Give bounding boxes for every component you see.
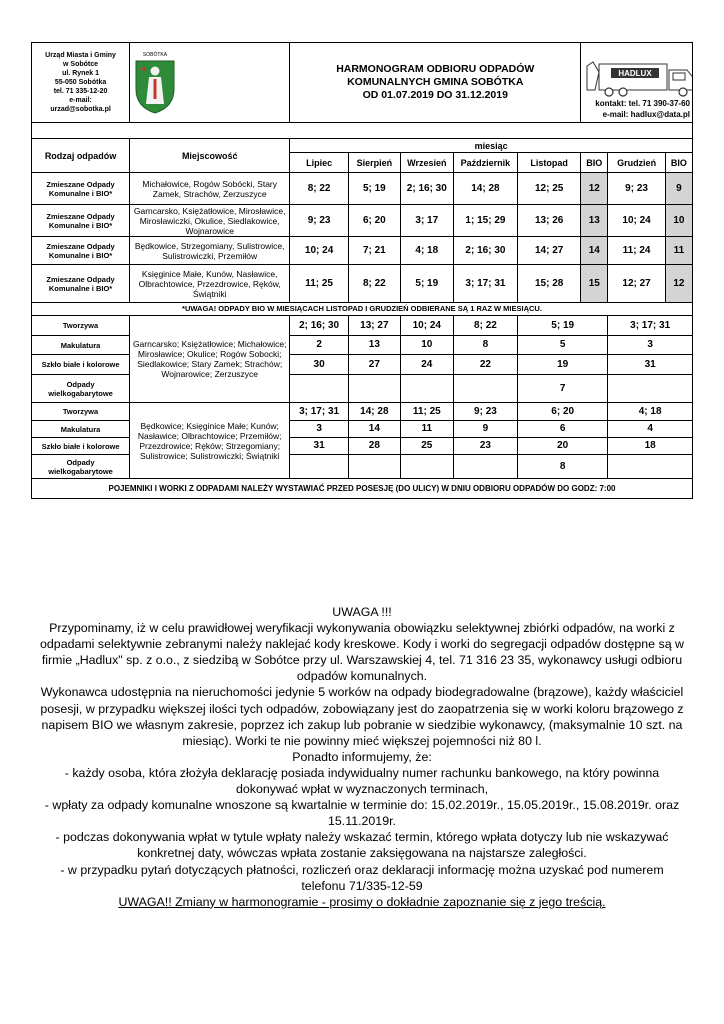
- bio-cell: 10: [665, 205, 692, 237]
- waste-type: Zmieszane Odpady Komunalne i BIO*: [32, 237, 130, 265]
- date-cell: 5; 19: [400, 265, 453, 303]
- date-cell: 13: [348, 336, 400, 355]
- svg-text:SOBÓTKA: SOBÓTKA: [143, 51, 168, 58]
- waste-type: Zmieszane Odpady Komunalne i BIO*: [32, 205, 130, 237]
- date-cell: 8: [453, 336, 517, 355]
- notice-paragraph: - każdy osoba, która złożyła deklarację posiada indywidualny numer rachunku bankowego, na który powinna dokonywać wpłat w wyznaczonych terminach,: [64, 765, 660, 797]
- place-list: Garncarsko; Księżatłowice; Michałowice; Mirosławice; Okulice; Rogów Sobocki; Siedlakowice; Stary Zamek; Strachów; Wojnarowice; Zerzuszyce: [130, 316, 290, 403]
- place-list: Garncarsko, Księżatłowice, Mirosławice, Mirosławiczki, Okulice, Siedlakowice, Wojnarowice: [130, 205, 290, 237]
- date-cell: [348, 455, 400, 479]
- date-cell: 31: [290, 438, 349, 455]
- date-cell: 23: [453, 438, 517, 455]
- spacer-row: [32, 123, 693, 139]
- date-cell: 11; 24: [608, 237, 666, 265]
- date-cell: [453, 375, 517, 403]
- waste-type: Makulatura: [32, 336, 130, 355]
- table-row: [32, 403, 693, 421]
- date-cell: 9: [453, 421, 517, 438]
- date-cell: 5; 19: [518, 316, 608, 336]
- date-cell: 1; 15; 29: [453, 205, 517, 237]
- bio-cell: 14: [581, 237, 608, 265]
- date-cell: [400, 375, 453, 403]
- date-cell: 22: [453, 355, 517, 375]
- date-cell: 13; 26: [518, 205, 581, 237]
- table-row: [32, 173, 693, 205]
- date-cell: 20: [518, 438, 608, 455]
- date-cell: 2; 16; 30: [453, 237, 517, 265]
- month-header-bio: BIO: [581, 153, 608, 173]
- date-cell: 7; 21: [348, 237, 400, 265]
- date-cell: [608, 455, 693, 479]
- svg-text:HADLUX: HADLUX: [618, 69, 652, 78]
- date-cell: 14: [348, 421, 400, 438]
- bio-cell: 12: [581, 173, 608, 205]
- waste-type: Odpady wielkogabarytowe: [32, 375, 130, 403]
- date-cell: 3; 17; 31: [290, 403, 349, 421]
- table-row: [32, 265, 693, 303]
- notice-closing: UWAGA!! Zmiany w harmonogramie - prosimy o dokładnie zapoznanie się z jego treścią.: [118, 894, 606, 909]
- date-cell: 4; 18: [608, 403, 693, 421]
- waste-type: Zmieszane Odpady Komunalne i BIO*: [32, 173, 130, 205]
- place-list: Będkowice, Strzegomiany, Sulistrowice, Sulistrowiczki, Przemiłów: [130, 237, 290, 265]
- month-header: Listopad: [518, 153, 581, 173]
- col-place: Miejscowość: [130, 139, 290, 173]
- contact-email: e-mail: hadlux@data.pl: [602, 110, 690, 119]
- month-header: Lipiec: [290, 153, 349, 173]
- place-list: Będkowice; Księginice Małe; Kunów; Nasławice; Olbrachtowice; Przemiłów; Przezdrowice; Ręków; Strzegomiany; Sulistrowice; Sulistrowiczki; Świątniki: [130, 403, 290, 479]
- date-cell: 4; 18: [400, 237, 453, 265]
- date-cell: 6: [518, 421, 608, 438]
- table-row: [32, 316, 693, 336]
- garbage-truck-icon: [583, 60, 692, 98]
- notice-section: [40, 604, 684, 910]
- date-cell: 31: [608, 355, 693, 375]
- table-row: [32, 205, 693, 237]
- date-cell: 11; 25: [290, 265, 349, 303]
- date-cell: 19: [518, 355, 608, 375]
- date-cell: 3; 17; 31: [453, 265, 517, 303]
- date-cell: 10: [400, 336, 453, 355]
- date-cell: 18: [608, 438, 693, 455]
- date-cell: 3; 17: [400, 205, 453, 237]
- notice-paragraph: Wykonawca udostępnia na nieruchomości jedynie 5 worków na odpady biodegradowalne (brązowe), każdy właściciel posesji, w przypadku większej ilości tych odpadów, zobowiązany jest do zaopatrzenia się w worki koloru brązowego z napisem BIO we własnym zakresie, poprzez ich zakup lub pobranie w siedzibie wykonawcy, (maksymalnie 10 szt. na miesiąc). Worki te nie powinny mieć większej pojemności niż 80 l.: [40, 685, 684, 748]
- date-cell: [453, 455, 517, 479]
- contact-cell: [581, 43, 693, 123]
- month-header: Grudzień: [608, 153, 666, 173]
- date-cell: [608, 375, 693, 403]
- notice-paragraph: Przypominamy, iż w celu prawidłowej weryfikacji wykonywania obowiązku selektywnej zbiórki odpadów, na worki z odpadami selektywnie zebranymi należy naklejać kody kreskowe. Kody i worki do segregacji odpadów dostępne są w firmie „Hadlux" sp. z o.o., z siedzibą w Sobótce przy ul. Warszawskiej 4, tel. 71 316 23 35, wykonawcy usługi odbioru odpadów komunalnych.: [40, 621, 684, 684]
- month-header-bio: BIO: [665, 153, 692, 173]
- waste-type: Szkło białe i kolorowe: [32, 355, 130, 375]
- date-cell: 8; 22: [453, 316, 517, 336]
- notice-paragraph: - podczas dokonywania wpłat w tytule wpłaty należy wskazać termin, którego wpłata dotyczy lub nie wskazywać konkretnej daty, wówczas wpłata zostanie zaksięgowana na najstarsze zaległości.: [55, 830, 669, 861]
- date-cell: 12; 27: [608, 265, 666, 303]
- schedule-table: [31, 42, 693, 499]
- date-cell: 12; 25: [518, 173, 581, 205]
- month-header: Październik: [453, 153, 517, 173]
- month-header: Wrzesień: [400, 153, 453, 173]
- date-cell: 13; 27: [348, 316, 400, 336]
- place-list: Michałowice, Rogów Sobócki, Stary Zamek, Strachów, Żerzuszyce: [130, 173, 290, 205]
- date-cell: 30: [290, 355, 349, 375]
- date-cell: 8; 22: [290, 173, 349, 205]
- waste-type: Tworzywa: [32, 403, 130, 421]
- date-cell: 25: [400, 438, 453, 455]
- bio-cell: 9: [665, 173, 692, 205]
- waste-type: Szkło białe i kolorowe: [32, 438, 130, 455]
- date-cell: 5; 19: [348, 173, 400, 205]
- date-cell: 2; 16; 30: [400, 173, 453, 205]
- date-cell: 11: [400, 421, 453, 438]
- contact-phone: kontakt: tel. 71 390-37-60: [595, 99, 690, 108]
- date-cell: 10; 24: [290, 237, 349, 265]
- bio-notice: *UWAGA! ODPADY BIO W MIESIĄCACH LISTOPAD I GRUDZIEŃ ODBIERANE SĄ 1 RAZ W MIESIĄCU.: [32, 303, 693, 316]
- date-cell: 3; 17; 31: [608, 316, 693, 336]
- bio-cell: 11: [665, 237, 692, 265]
- notice-paragraph: - wpłaty za odpady komunalne wnoszone są kwartalnie w terminie do: 15.02.2019r., 15.05.2019r., 15.08.2019r. oraz 15.11.2019r.: [44, 798, 680, 829]
- date-cell: 8; 22: [348, 265, 400, 303]
- date-cell: 10; 24: [400, 316, 453, 336]
- date-cell: 2: [290, 336, 349, 355]
- date-cell: 27: [348, 355, 400, 375]
- date-cell: 6; 20: [518, 403, 608, 421]
- date-cell: 2; 16; 30: [290, 316, 349, 336]
- date-cell: 7: [518, 375, 608, 403]
- col-month: miesiąc: [290, 139, 693, 153]
- waste-type: Zmieszane Odpady Komunalne i BIO*: [32, 265, 130, 303]
- date-cell: 24: [400, 355, 453, 375]
- month-header: Sierpień: [348, 153, 400, 173]
- date-cell: 14; 27: [518, 237, 581, 265]
- waste-type: Tworzywa: [32, 316, 130, 336]
- office-address: Urząd Miasta i Gminy w Sobótce ul. Rynek 1 55-050 Sobótka tel. 71 335-12-20 e-mail: urzad@sobotka.pl: [32, 43, 130, 123]
- date-cell: 15; 28: [518, 265, 581, 303]
- date-cell: 4: [608, 421, 693, 438]
- date-cell: 28: [348, 438, 400, 455]
- date-cell: 11; 25: [400, 403, 453, 421]
- date-cell: 14; 28: [348, 403, 400, 421]
- notice-paragraph: - w przypadku pytań dotyczących płatności, rozliczeń oraz deklaracji informację można uzyskać pod numerem telefonu 71/335-12-59: [60, 862, 664, 893]
- table-row: [32, 237, 693, 265]
- date-cell: 3: [608, 336, 693, 355]
- town-crest-icon: [132, 49, 178, 115]
- notice-paragraph: Ponadto informujemy, że:: [292, 749, 432, 764]
- date-cell: 9; 23: [290, 205, 349, 237]
- waste-type: Odpady wielkogabarytowe: [32, 455, 130, 479]
- date-cell: 3: [290, 421, 349, 438]
- date-cell: 8: [518, 455, 608, 479]
- notice-title: UWAGA !!!: [332, 605, 392, 619]
- col-waste-type: Rodzaj odpadów: [32, 139, 130, 173]
- bio-cell: 12: [665, 265, 692, 303]
- date-cell: 14; 28: [453, 173, 517, 205]
- date-cell: 5: [518, 336, 608, 355]
- date-cell: [290, 375, 349, 403]
- date-cell: [348, 375, 400, 403]
- crest-cell: [130, 43, 290, 123]
- waste-type: Makulatura: [32, 421, 130, 438]
- bio-cell: 15: [581, 265, 608, 303]
- place-list: Księginice Małe, Kunów, Nasławice, Olbrachtowice, Przezdrowice, Ręków, Świątniki: [130, 265, 290, 303]
- date-cell: [290, 455, 349, 479]
- date-cell: 10; 24: [608, 205, 666, 237]
- footer-notice: POJEMNIKI I WORKI Z ODPADAMI NALEŻY WYSTAWIAĆ PRZED POSESJĘ (DO ULICY) W DNIU ODBIORU ODPADÓW DO GODZ: 7:00: [32, 479, 693, 499]
- date-cell: 9; 23: [453, 403, 517, 421]
- date-cell: [400, 455, 453, 479]
- bio-cell: 13: [581, 205, 608, 237]
- date-cell: 6; 20: [348, 205, 400, 237]
- document-title: HARMONOGRAM ODBIORU ODPADÓW KOMUNALNYCH GMINA SOBÓTKA OD 01.07.2019 DO 31.12.2019: [290, 43, 581, 123]
- date-cell: 9; 23: [608, 173, 666, 205]
